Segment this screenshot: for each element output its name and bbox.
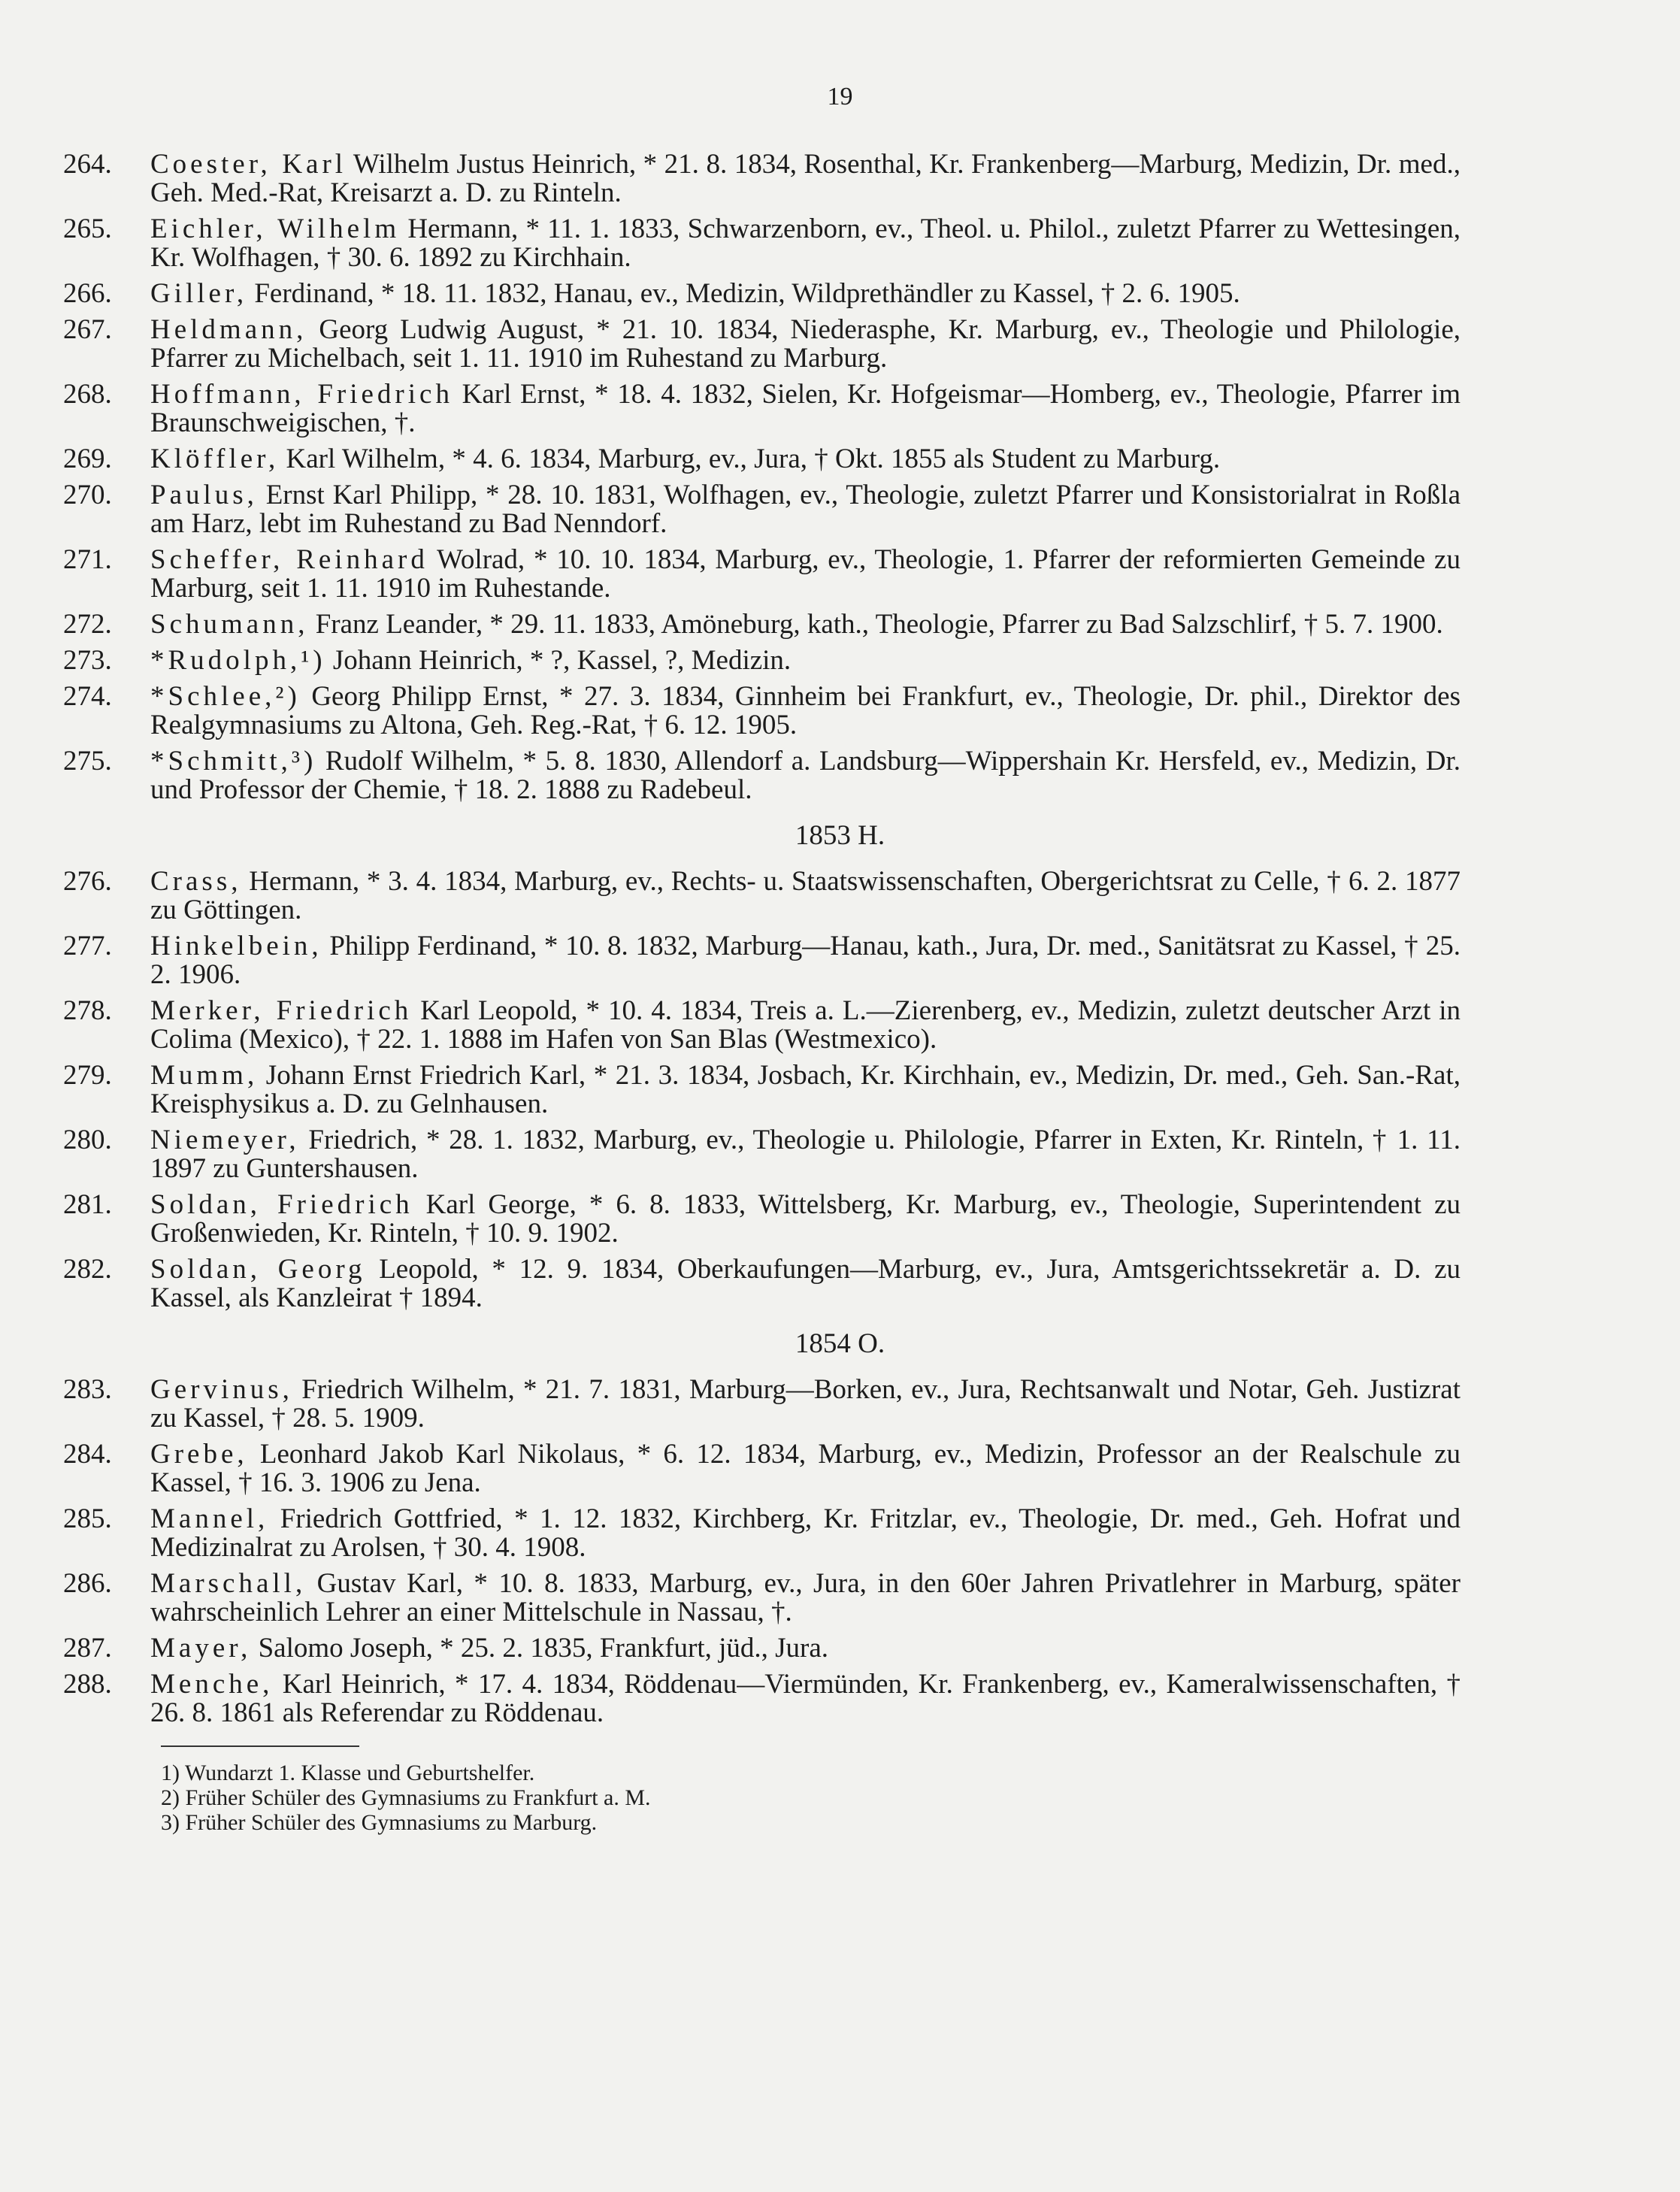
entry-list-1853 xyxy=(0,867,1680,1312)
entry-279: 279. Mumm, Johann Ernst Friedrich Karl, * 21. 3. 1834, Josbach, Kr. Kirchhain, ev., Medizin, Dr. med., Geh. San.-Rat, Kreisphysikus a. D. zu Gelnhausen. xyxy=(63,1060,1461,1119)
page-content xyxy=(0,150,1680,1835)
entry-275: 275. *Schmitt,³) Rudolf Wilhelm, * 5. 8. 1830, Allendorf a. Landsburg—Wippershain Kr. Hersfeld, ev., Medizin, Dr. und Professor der Chemie, † 18. 2. 1888 zu Radebeul. xyxy=(63,746,1461,805)
entry-list-1852 xyxy=(0,150,1680,804)
entry-288: 288. Menche, Karl Heinrich, * 17. 4. 1834, Röddenau—Viermünden, Kr. Frankenberg, ev., Kameralwissenschaften, † 26. 8. 1861 als Referendar zu Röddenau. xyxy=(63,1669,1461,1728)
entry-280: 280. Niemeyer, Friedrich, * 28. 1. 1832, Marburg, ev., Theologie u. Philologie, Pfarrer in Exten, Kr. Rinteln, † 1. 11. 1897 zu Guntershausen. xyxy=(63,1125,1461,1184)
entry-274: 274. *Schlee,²) Georg Philipp Ernst, * 27. 3. 1834, Ginnheim bei Frankfurt, ev., Theologie, Dr. phil., Direktor des Realgymnasiums zu Altona, Geh. Reg.-Rat, † 6. 12. 1905. xyxy=(63,681,1461,740)
footnotes xyxy=(0,1761,1680,1835)
entry-282: 282. Soldan, Georg Leopold, * 12. 9. 1834, Oberkaufungen—Marburg, ev., Jura, Amtsgerichtssekretär a. D. zu Kassel, als Kanzleirat † 1894. xyxy=(63,1254,1461,1313)
entry-269: 269. Klöffler, Karl Wilhelm, * 4. 6. 1834, Marburg, ev., Jura, † Okt. 1855 als Student zu Marburg. xyxy=(63,444,1221,474)
entry-287: 287. Mayer, Salomo Joseph, * 25. 2. 1835, Frankfurt, jüd., Jura. xyxy=(63,1633,829,1664)
entry-271: 271. Scheffer, Reinhard Wolrad, * 10. 10. 1834, Marburg, ev., Theologie, 1. Pfarrer der reformierten Gemeinde zu Marburg, seit 1. 11. 1910 im Ruhestande. xyxy=(63,544,1461,604)
entry-286: 286. Marschall, Gustav Karl, * 10. 8. 1833, Marburg, ev., Jura, in den 60er Jahren Privatlehrer in Marburg, später wahrscheinlich Lehrer an einer Mittelschule in Nassau, †. xyxy=(63,1568,1461,1627)
footnote-3: 3) Früher Schüler des Gymnasiums zu Marburg. xyxy=(161,1810,598,1835)
entry-267: 267. Heldmann, Georg Ludwig August, * 21. 10. 1834, Niederasphe, Kr. Marburg, ev., Theologie und Philologie, Pfarrer zu Michelbach, seit 1. 11. 1910 im Ruhestand zu Marburg. xyxy=(63,314,1461,374)
entry-283: 283. Gervinus, Friedrich Wilhelm, * 21. 7. 1831, Marburg—Borken, ev., Jura, Rechtsanwalt und Notar, Geh. Justizrat zu Kassel, † 28. 5. 1909. xyxy=(63,1374,1461,1434)
footnote-2: 2) Früher Schüler des Gymnasiums zu Frankfurt a. M. xyxy=(161,1785,651,1810)
entry-270: 270. Paulus, Ernst Karl Philipp, * 28. 10. 1831, Wolfhagen, ev., Theologie, zuletzt Pfarrer und Konsistorialrat in Roßla am Harz, lebt im Ruhestand zu Bad Nenndorf. xyxy=(63,480,1461,539)
entry-284: 284. Grebe, Leonhard Jakob Karl Nikolaus, * 6. 12. 1834, Marburg, ev., Medizin, Professor an der Realschule zu Kassel, † 16. 3. 1906 zu Jena. xyxy=(63,1439,1461,1498)
entry-276: 276. Crass, Hermann, * 3. 4. 1834, Marburg, ev., Rechts- u. Staatswissenschaften, Obergerichtsrat zu Celle, † 6. 2. 1877 zu Göttingen. xyxy=(63,866,1461,925)
entry-281: 281. Soldan, Friedrich Karl George, * 6. 8. 1833, Wittelsberg, Kr. Marburg, ev., Theologie, Superintendent zu Großenwieden, Kr. Rinteln, † 10. 9. 1902. xyxy=(63,1189,1461,1249)
entry-278: 278. Merker, Friedrich Karl Leopold, * 10. 4. 1834, Treis a. L.—Zierenberg, ev., Medizin, zuletzt deutscher Arzt in Colima (Mexico), † 22. 1. 1888 im Hafen von San Blas (Westmexico). xyxy=(63,995,1461,1055)
entry-285: 285. Mannel, Friedrich Gottfried, * 1. 12. 1832, Kirchberg, Kr. Fritzlar, ev., Theologie, Dr. med., Geh. Hofrat und Medizinalrat zu Arolsen, † 30. 4. 1908. xyxy=(63,1503,1461,1563)
entry-272: 272. Schumann, Franz Leander, * 29. 11. 1833, Amöneburg, kath., Theologie, Pfarrer zu Bad Salzschlirf, † 5. 7. 1900. xyxy=(63,609,1443,640)
entry-266: 266. Giller, Ferdinand, * 18. 11. 1832, Hanau, ev., Medizin, Wildprethändler zu Kassel, † 2. 6. 1905. xyxy=(63,278,1240,309)
entry-273: 273. *Rudolph,¹) Johann Heinrich, * ?, Kassel, ?, Medizin. xyxy=(63,645,792,676)
section-heading-1853: 1853 H. xyxy=(795,820,885,851)
entry-268: 268. Hoffmann, Friedrich Karl Ernst, * 18. 4. 1832, Sielen, Kr. Hofgeismar—Homberg, ev., Theologie, Pfarrer im Braunschweigischen, †. xyxy=(63,379,1461,438)
footnote-1: 1) Wundarzt 1. Klasse und Geburtshelfer. xyxy=(161,1761,535,1785)
entry-277: 277. Hinkelbein, Philipp Ferdinand, * 10. 8. 1832, Marburg—Hanau, kath., Jura, Dr. med., Sanitätsrat zu Kassel, † 25. 2. 1906. xyxy=(63,931,1461,990)
section-heading-1854: 1854 O. xyxy=(795,1328,885,1359)
entry-list-1854 xyxy=(0,1376,1680,1727)
page-number: 19 xyxy=(827,83,853,111)
footnote-divider xyxy=(161,1745,359,1747)
entry-264: 264. Coester, Karl Wilhelm Justus Heinrich, * 21. 8. 1834, Rosenthal, Kr. Frankenberg—Marburg, Medizin, Dr. med., Geh. Med.-Rat, Kreisarzt a. D. zu Rinteln. xyxy=(63,149,1461,208)
entry-265: 265. Eichler, Wilhelm Hermann, * 11. 1. 1833, Schwarzenborn, ev., Theol. u. Philol., zuletzt Pfarrer zu Wettesingen, Kr. Wolfhagen, † 30. 6. 1892 zu Kirchhain. xyxy=(63,213,1461,273)
